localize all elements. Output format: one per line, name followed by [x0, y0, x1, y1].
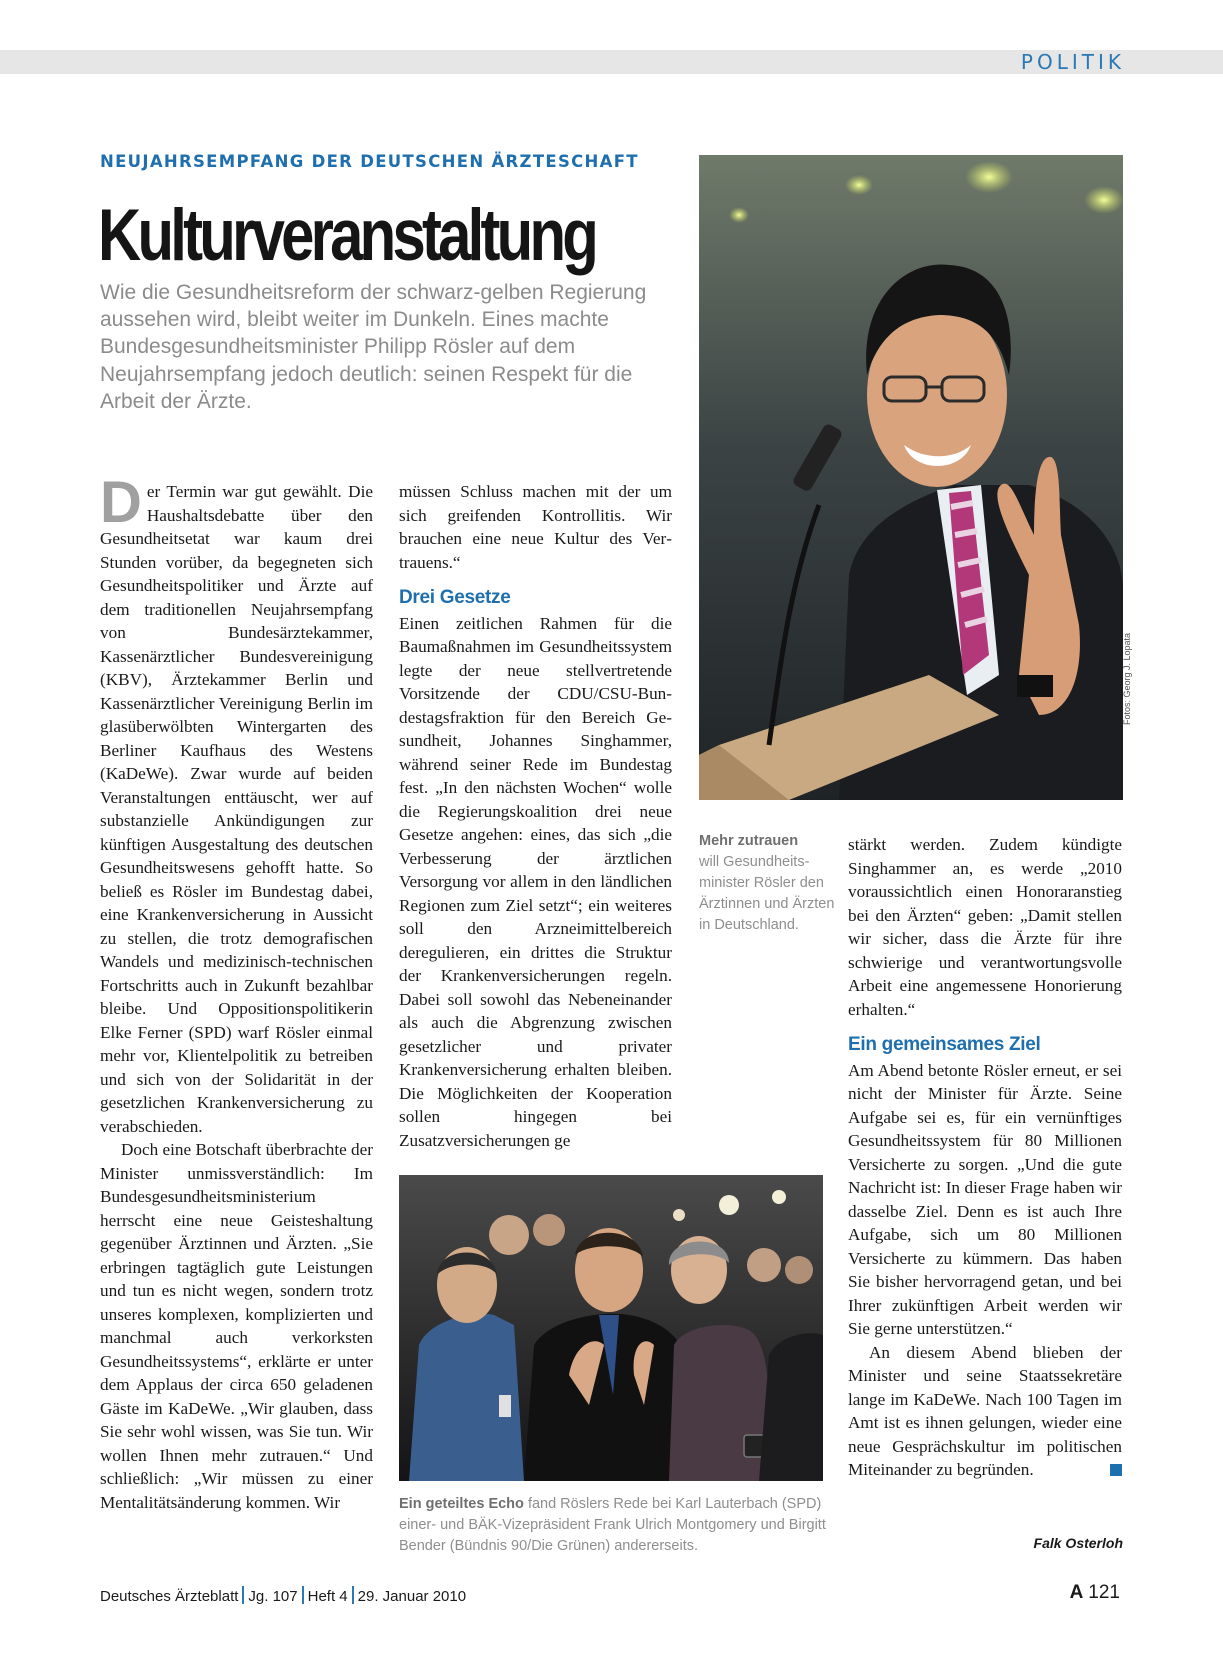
paragraph-1: er Termin war gut gewählt. Die Haushaltsdebatte über den Gesundheitsetat war kaum drei Stunden vorüber, da begegneten sich Gesundheitspolitiker und Ärzte auf dem traditionellen Neujahrsempfang von Bundesärztekammer, Kassenärztlicher Bundesvereinigung (KBV), Ärztekammer Berlin und Kassenärztlicher Vereinigung Berlin im glasüberwölbten Wintergarten des Berliner Kaufhaus des Westens (KaDeWe). Zwar wurde auf beiden Veranstaltungen enttäuscht, wer auf substanzielle Ankündigungen zur künftigen Ausgestaltung des deutschen Gesundheitswesens gehofft hatte. So beließ es Rösler im Bundestag dabei, eine Krankenversicherung in Aussicht zu stellen, die trotz demografischen Wandels und medizinisch-technischen Fortschritts auch in Zukunft bezahlbar bleibe. Und Oppositionspolitikerin Elke Ferner (SPD) warf Rösler einmal mehr vor, Klientelpolitik zu betreiben und sich von der Solidarität in der gesetzlichen Krankenversicherung zu verabschieden. [100, 482, 373, 1136]
article-kicker: NEUJAHRSEMPFANG DER DEUTSCHEN ÄRZTESCHAFT [100, 152, 639, 171]
paragraph-5: stärkt werden. Zudem kündigte Singhammer an, es werde „2010 voraussichtlich einen Honoraranstieg bei den Ärzten“ geben: „Damit stellen wir sicher, dass die Ärzte für ihre schwierige und verantwortungsvolle Arbeit eine angemessene Honorierung erhalten.“ [848, 835, 1122, 1019]
caption-text: will Gesundheitsminister Rösler den Ärztinnen und Ärzten in Deutschland. [699, 854, 835, 933]
subhead-gemeinsames-ziel: Ein gemeinsames Ziel [848, 1034, 1041, 1055]
caption-minister-photo [699, 831, 839, 936]
drop-cap: D [100, 470, 142, 535]
footer-separator [302, 1586, 304, 1604]
article-lead: Wie die Gesundheitsreform der schwarz-gelben Regierung aussehen wird, bleibt weiter im Dunkeln. Eines machte Bundesgesundheitsminister Philipp Rösler auf dem Neujahrsempfang jedoch deutlich: seinen Respekt für die Arbeit der Ärzte. [100, 281, 647, 413]
caption-text: fand Röslers Rede bei Karl Lauterbach (SPD) einer- und BÄK-Vizepräsident Frank Ulrich Montgomery und Birgitt Bender (Bündnis 90/Die Grünen) andererseits. [399, 1496, 826, 1554]
issue-date: 29. Januar 2010 [357, 1588, 467, 1605]
caption-lead: Mehr zutrauen [699, 833, 799, 849]
footer-separator [242, 1586, 244, 1604]
page-number-value: 121 [1088, 1582, 1120, 1603]
page-footer [100, 1586, 466, 1605]
footer-separator [352, 1586, 354, 1604]
article-headline: Kulturveranstaltung [98, 195, 596, 276]
paragraph-2: Doch eine Botschaft überbrachte der Minister unmissverständlich: Im Bundesgesundheitsministerium herrscht eine neue Geisteshaltung gegenüber Ärztinnen und Ärzten. „Sie erbringen tagtäglich gute Leistungen und tun es nicht wegen, sondern trotz unseres komplexen, komplizierten und manchmal auch verkorksten Gesundheitssystems“, erklärte er unter dem Applaus der circa 650 geladenen Gäste im KaDeWe. „Wir glauben, dass Sie sehr wohl wissen, was Sie tun. Wir wollen Ihnen mehr zutrauen.“ Und schließlich: „Wir müssen zu einer Mentalitätsänderung kommen. Wir [100, 1140, 373, 1512]
issue: Heft 4 [307, 1588, 348, 1605]
photo-minister-illustration [699, 155, 1123, 800]
caption-audience-photo [399, 1494, 829, 1557]
publication-name: Deutsches Ärzteblatt [100, 1588, 239, 1605]
photo-credit: Fotos: Georg J. Lopata [1122, 632, 1132, 725]
article-author: Falk Osterloh [1033, 1535, 1123, 1551]
photo-audience-applause [399, 1175, 823, 1481]
paragraph-6: Am Abend betonte Rösler erneut, er sei nicht der Minister für Ärzte. Seine Aufgabe sei es, für ein vernünftiges Gesundheitssystem für 80 Millionen Versicherte zu sorgen. „Und die gute Nachricht ist: In dieser Frage haben wir dasselbe Ziel. Denn es ist auch Ihre Aufgabe, sich um 80 Millionen Versicherte zu kümmern. Das haben Sie bisher hervorragend getan, und bei Ihrer zukünftigen Arbeit werden wir Sie gerne unterstützen.“ [848, 1060, 1122, 1338]
volume: Jg. 107 [248, 1588, 298, 1605]
section-label: POLITIK [1020, 50, 1125, 74]
end-mark-icon [1110, 1464, 1122, 1476]
article-column-2 [399, 480, 672, 1152]
subhead-drei-gesetze: Drei Gesetze [399, 587, 511, 608]
paragraph-4: Einen zeitlichen Rahmen für die Baumaßnahmen im Gesundheitssystem legte der neue stellvertretende Vorsitzende der CDU/CSU-Bundestagsfraktion für den Bereich Gesundheit, Johannes Singhammer, während seiner Rede im Bundestag fest. „In den nächsten Wochen“ wolle die Regierungskoalition drei neue Gesetze angehen: eines, das sich „die Verbesserung der ärztlichen Versorgung vor allem in den ländlichen Regionen zum Ziel setzt“; ein weiteres soll den Arzneimittelbereich deregulieren, ein drittes die Struktur der Krankenversicherungen regeln. Dabei soll sowohl das Nebeneinander als auch die Abgrenzung zwischen gesetzlicher und privater Krankenversicherung erhalten bleiben. Die Möglichkeiten der Kooperation sollen hingegen bei Zusatzversicherungen ge [399, 613, 672, 1150]
article-column-1 [100, 470, 373, 1514]
paragraph-3: müssen Schluss machen mit der um sich greifenden Kontrollitis. Wir brauchen eine neue Kultur des Vertrauens.“ [399, 482, 672, 572]
page-number [1070, 1582, 1120, 1604]
page-prefix: A [1069, 1582, 1084, 1603]
caption-lead: Ein geteiltes Echo [399, 1496, 524, 1512]
photo-minister-speech [699, 155, 1123, 800]
photo-audience-illustration [399, 1175, 823, 1481]
paragraph-7: An diesem Abend blieben der Minister und seine Staatssekretäre lange im KaDeWe. Nach 100 Tagen im Amt ist es ihnen gelungen, wieder eine neue Gesprächskultur im politischen Miteinander zu begründen. [848, 1342, 1122, 1479]
article-column-3 [848, 833, 1122, 1482]
